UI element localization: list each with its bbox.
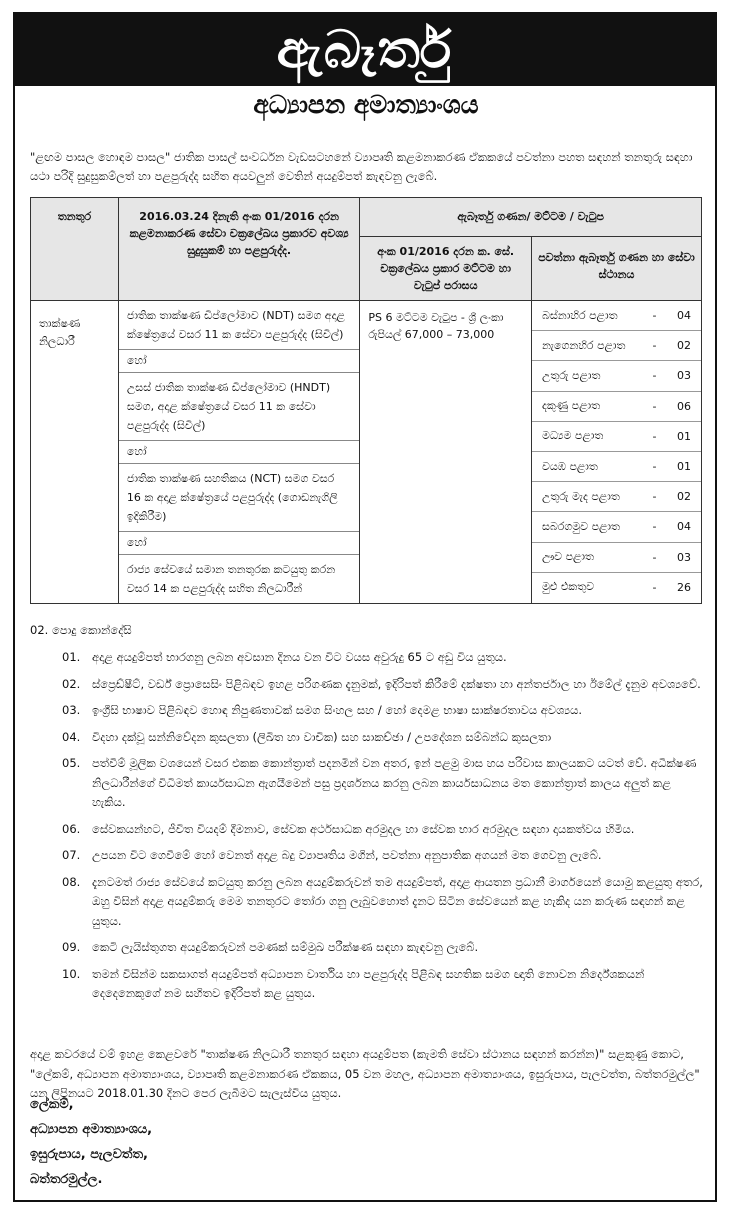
- list-item: සබරගමුව පළාත - 04: [532, 512, 701, 542]
- intro-paragraph: "ළඟම පාසල හොඳම පාසල" ජාතික පාසල් සංවර්ධන වැඩසටහනේ ව්‍යාපෘති කළමනාකරණ ඒකකයේ පවත්නා පහත සඳහන් තනතුරු සඳහා යථා පරිදි සුදුසුකම්ලත් හා පළපුරුද්ද සහිත අයවලුන් වෙතින් අයදුම්පත් කැඳවනු ලැබේ.: [30, 150, 693, 183]
- qualification-item: ජාතික තාක්ෂණ ඩිප්ලෝමාව (NDT) සමග අදාළ ක්ෂේත්‍රයේ වසර 11 ක සේවා පළපුරුද්ද (සිවිල්): [119, 301, 359, 350]
- list-item: 08. දැනටමත් රාජ්‍ය සේවයේ කටයුතු කරනු ලබන අයදුම්කරුවන් තම අයදුම්පත්, අදාළ ආයතන ප්‍රධානී මාර්ගයෙන් යොමු කළයුතු අතර, ඔහු විසින් අදාළ අයදුම්කරු මෙම තනතුරට තෝරා ගනු ලැබුවහොත් දැනට සිටින සේවයෙන් කළ හැකිද යන කරුණ සඳහන් කළ යුතුය.: [62, 874, 703, 928]
- header-post: තනතුර: [31, 198, 119, 301]
- list-item: උතුරු මැද පළාත - 02: [532, 482, 701, 512]
- table-row: [31, 301, 702, 604]
- vacancies-banner: ඇබෑර්තු: [15, 14, 715, 86]
- closing-paragraph: අදාළ කවරයේ වම් ඉහළ කෙළවරේ "තාක්ෂණ නිලධාරී තනතුර සඳහා අයදුම්පත (කැමති සේවා ස්ථානය සඳහන් කරන්න)" සළකුණු කොට, "ලේකම්, අධ්‍යාපන අමාත්‍යාංශය, ව්‍යාපෘති කළමනාකරණ ඒකකය, 05 වන මහල, අධ්‍යාපන අමාත්‍යාංශය, ඉසුරුපාය, පැලවත්ත, බත්තරමුල්ල" යන ලිපිනයට 2018.01.30 දිනට පෙර ලැබීමට සැලැස්විය යුතුය.: [30, 1047, 700, 1100]
- conditions-list: [62, 648, 708, 1011]
- list-item: නැගෙනහිර පළාත - 02: [532, 331, 701, 361]
- signature-line: බත්තරමුල්ල.: [30, 1172, 103, 1187]
- list-item: 09. කෙටි ලැයිස්තුගත අයදුම්කරුවන් පමණක් සම්මුඛ පරීක්ෂණ සඳහා කැඳවනු ලැබේ.: [62, 940, 479, 954]
- salary-cell: [360, 301, 532, 604]
- post-cell: [31, 301, 119, 604]
- signature-line: ඉසුරුපාය, පැලවත්ත,: [30, 1147, 148, 1162]
- or-label: හෝ: [119, 441, 359, 464]
- list-item: 04. විදහා දක්වූ සන්නිවේදන කුසලතා (ලිඛිත හා වාචික) සහ සාකච්ඡා / උපදේශන සම්බන්ධ කුසලතා: [62, 729, 552, 744]
- list-item: 02. ස්ප්‍රෙඩ්ෂීට්, වර්ඩ් ප්‍රොසෙසිං පිළිබඳව ඉහළ පරිගණක දැනුමක්, ඉදිරිපත් කිරීමේ දක්ෂතා හා අන්තර්ජාල හා ඊමේල් දැනුම අවශ්‍යවේ.: [62, 676, 701, 691]
- list-item: 05. පත්වීම් මූලික වශයෙන් වසර එකක කොන්ත්‍රාත් පදනමින් වන අතර, ඉන් පළමු මාස හය පරිවාස කාලයකට යටත් වේ. අධීක්ෂණ නිලධාරීන්ගේ විධිමත් කාර්යසාධන ඇගයීමෙන් පසු ප්‍රදර්ශනය කරනු ලබන කාර්යසාධනය මත කොන්ත්‍රාත් කාලය අලුත් කළ හැකිය.: [62, 756, 697, 809]
- salary-text: PS 6 මට්ටම වැටුප - ශ්‍රී ලංකා රුපියල් 67,000 – 73,000: [368, 311, 504, 341]
- page-border: [13, 12, 717, 1202]
- list-item: බස්නාහිර පළාත - 04: [532, 301, 701, 331]
- signature-line: ලේකම්,: [30, 1097, 74, 1112]
- signature-block: [30, 1092, 152, 1192]
- vacancy-table: [30, 197, 702, 604]
- list-item: 06. සේවකයන්හට, ජීවිත වියදම් දීමනාව, සේවක අර්ථසාධක අරමුදල හා සේවක භාර අරමුදල සඳහා දායකත්වය හිමිය.: [62, 821, 635, 836]
- list-item: දකුණු පළාත - 06: [532, 392, 701, 422]
- header-stations: පවත්නා ඇබෑර්තු ගණන හා සේවා ස්ථානය: [531, 237, 701, 301]
- or-label: හෝ: [119, 532, 359, 555]
- list-item: 07. උපයන විට ගෙවීමේ හෝ වෙනත් අදාළ බදු ව්‍යාපෘතිය මගින්, පවත්නා අනුපාතික අගයන් මත ගෙවනු ලැබේ.: [62, 848, 602, 862]
- list-item: 10. තමන් විසින්ම සකසාගත් අයදුම්පත් අධ්‍යාපන වාර්තිය හා පළපුරුද්ද පිළිබඳ සහතික සමග ඥාති නොවන නිර්දේශකයන් දෙදෙනෙකුගේ නම සහිතව ඉදිරිපත් කළ යුතුය.: [62, 966, 645, 1000]
- signature-line: අධ්‍යාපන අමාත්‍යාංශය,: [30, 1122, 153, 1137]
- or-label: හෝ: [119, 350, 359, 373]
- list-item: 01. අදාළ අයදුම්පත් භාරගනු ලබන අවසාන දිනය වන විට වයස අවුරුදු 65 ට අඩු විය යුතුය.: [62, 650, 507, 664]
- ministry-title: අධ්‍යාපන අමාත්‍යාංශය: [253, 90, 479, 119]
- qualification-item: ජාතික තාක්ෂණ සහතිකය (NCT) සමග වසර 16 ක අදාළ ක්ෂේත්‍රයේ පළපුරුද්ද (ගොඩනැගිලි ඉදිකිරීම): [119, 464, 359, 532]
- general-conditions-title: 02. පොදු කොන්දේසි: [30, 623, 132, 637]
- qualifications-cell: [118, 301, 359, 604]
- header-vacancy-group: ඇබෑර්තු ගණන/ මට්ටම / වැටුප: [360, 198, 702, 237]
- header-salary: අංක 01/2016 දරන ක. සේ. චක්‍රලේඛය ප්‍රකාර මට්ටම හා වැටුප් පරාසය: [360, 237, 532, 301]
- stations-cell: [531, 301, 701, 604]
- header-qualifications: 2016.03.24 දිනැති අංක 01/2016 දරන කළමනාකරණ සේවා චක්‍රලේඛය ප්‍රකාරව අවශ්‍ය සුදුසුකම් හා පළපුරුද්ද.: [118, 198, 359, 301]
- list-item: වයඹ පළාත - 01: [532, 452, 701, 482]
- list-item: මුළු එකතුව - 26: [541, 580, 691, 594]
- qualification-item: උසස් ජාතික තාක්ෂණ ඩිප්ලෝමාව (HNDT) සමග, අදාළ ක්ෂේත්‍රයේ වසර 11 ක සේවා පළපුරුද්ද (සිවිල්): [119, 373, 359, 441]
- list-item: මධ්‍යම පළාත - 01: [532, 422, 701, 452]
- qualification-item: රාජ්‍ය සේවයේ සමාන තනතුරක කටයුතු කරන වසර 14 ක පළපුරුද්ද සහිත නිලධාරීන්: [126, 563, 336, 595]
- list-item: ඌව පළාත - 03: [532, 543, 701, 573]
- list-item: උතුරු පළාත - 03: [532, 361, 701, 391]
- post-name: තාක්ෂණ නිලධාරී: [39, 317, 81, 348]
- list-item: 03. ඉංග්‍රීසි භාෂාව පිළිබඳව හොඳ නිපුණතාවක් සමග සිංහල සහ / හෝ දෙමළ භාෂා සාක්ෂරතාවය අවශ්‍යය.: [62, 703, 583, 717]
